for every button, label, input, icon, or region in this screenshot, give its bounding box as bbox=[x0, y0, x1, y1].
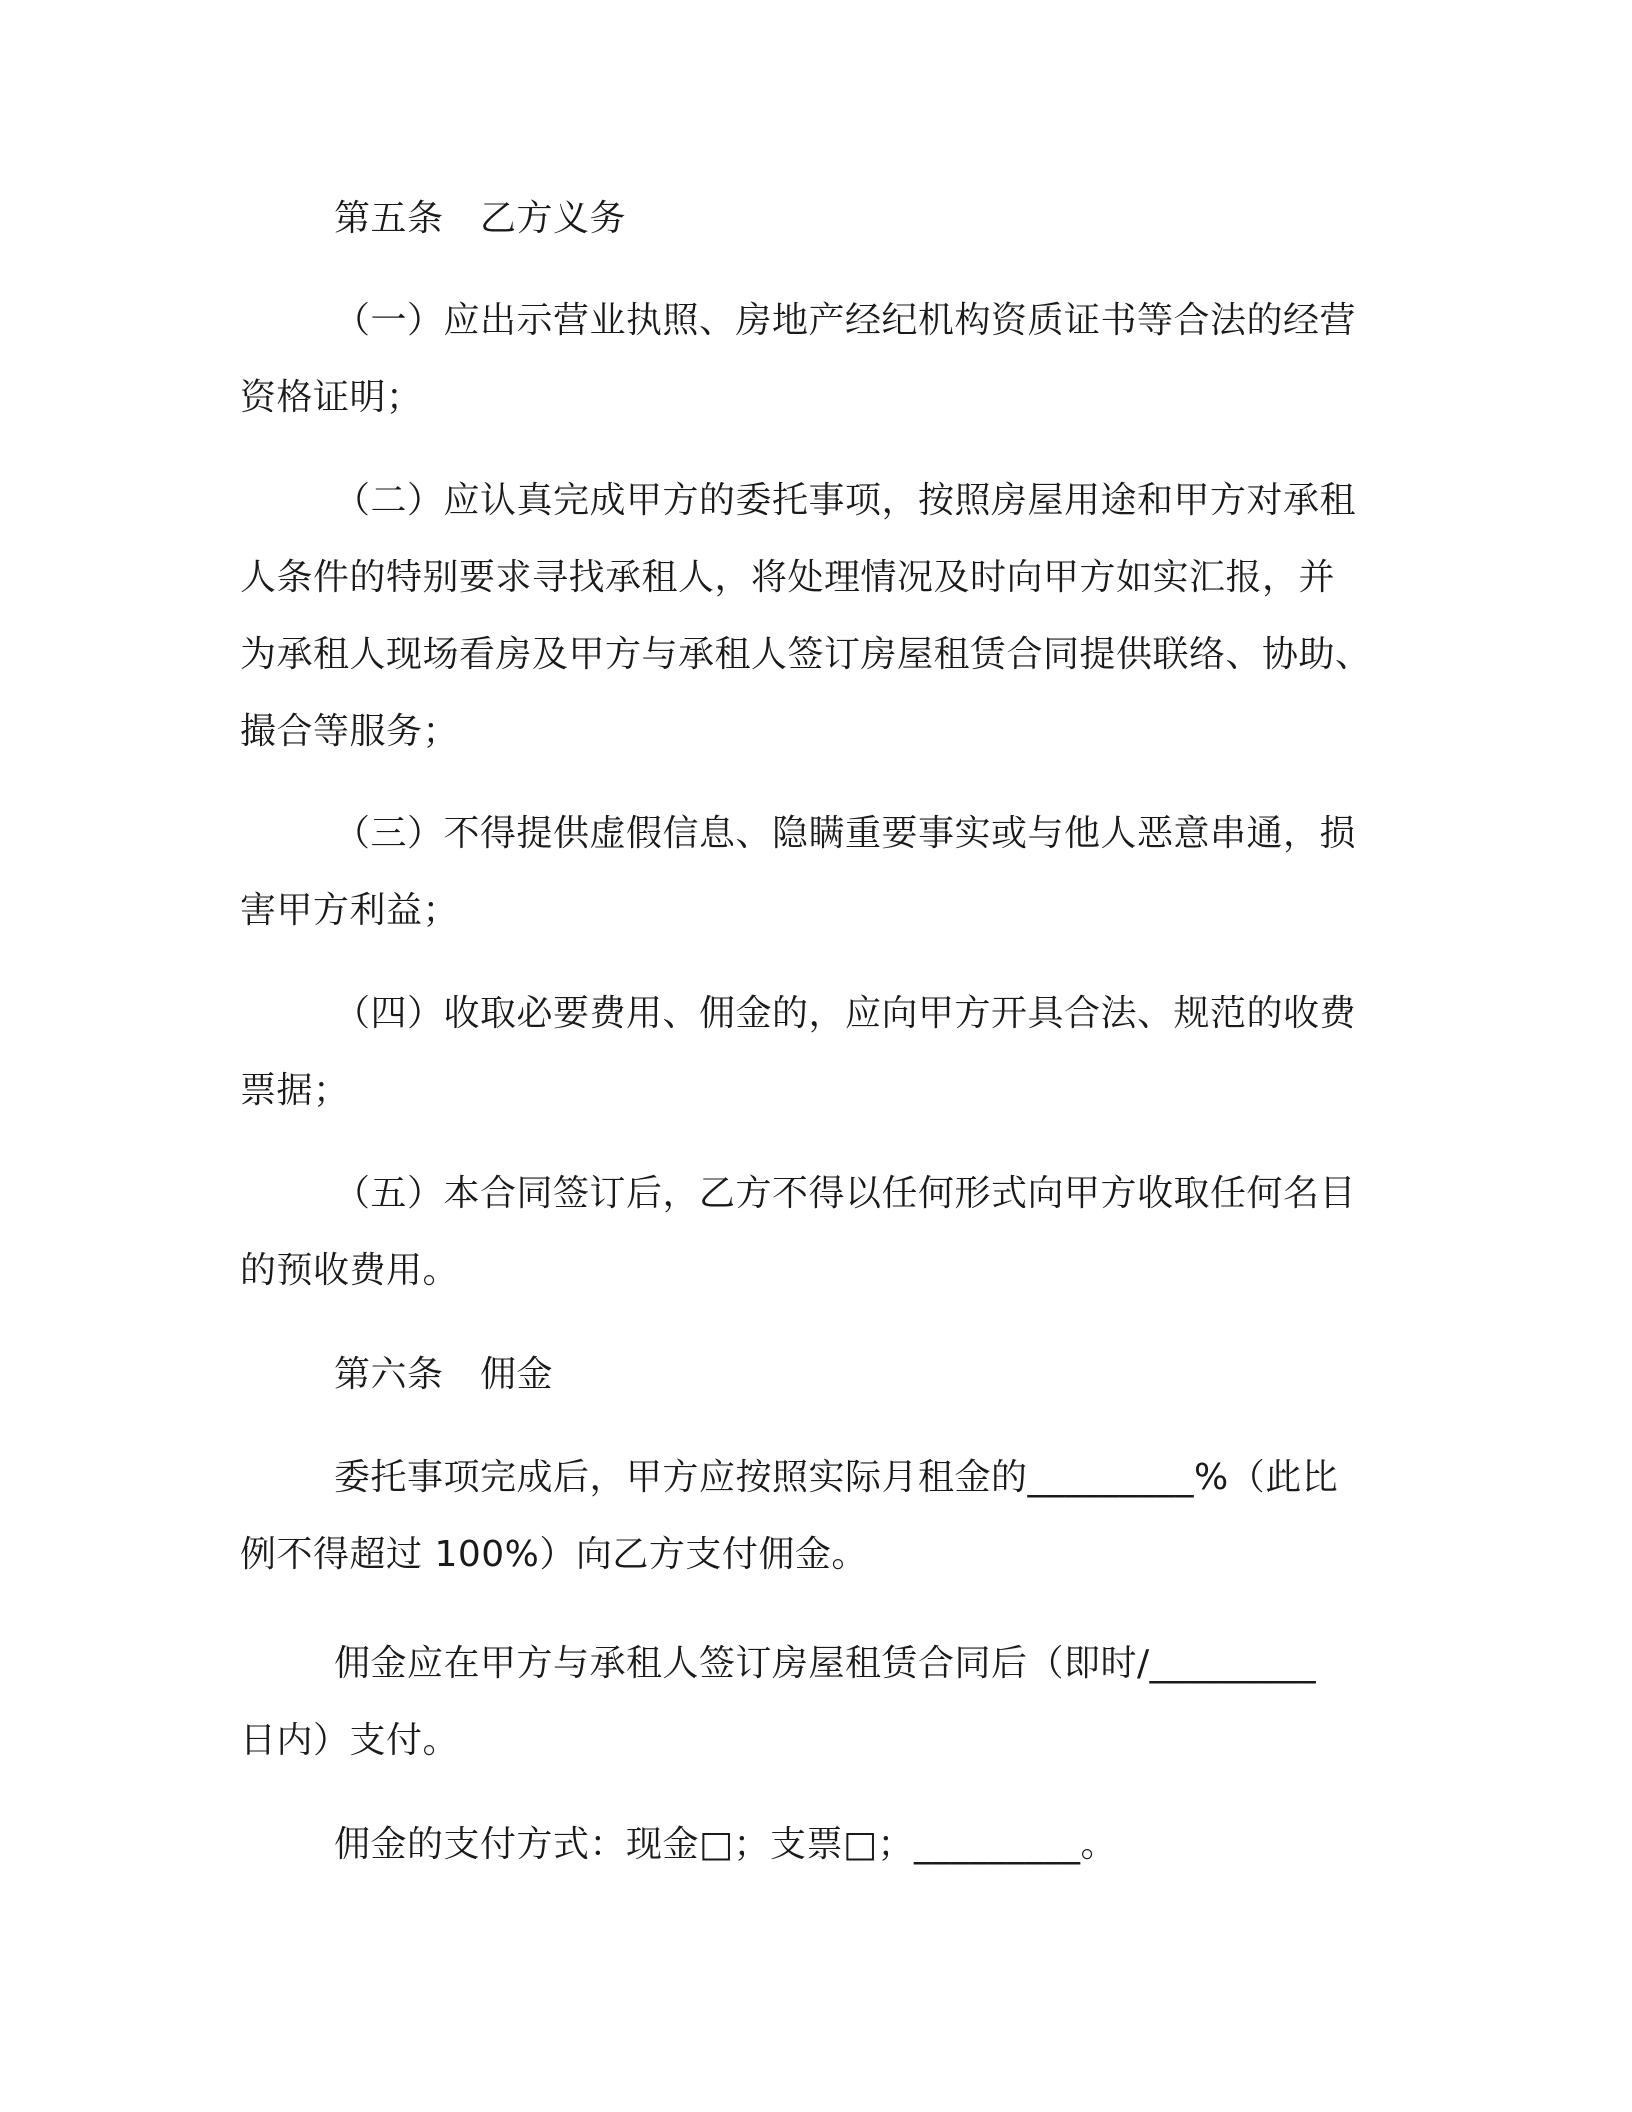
article-6-heading: 第六条 佣金 bbox=[334, 1354, 554, 1395]
article-6-paragraph-2 bbox=[240, 1625, 1380, 1779]
article-5-item-2 bbox=[240, 462, 1380, 770]
article-5-item-5 bbox=[240, 1155, 1380, 1309]
text-line: 害甲方利益； bbox=[240, 890, 460, 931]
text-line: 人条件的特别要求寻找承租人，将处理情况及时向甲方如实汇报，并 bbox=[240, 557, 1336, 598]
text-line: 例不得超过 100%）向乙方支付佣金。 bbox=[240, 1534, 868, 1575]
text-line: （三）不得提供虚假信息、隐瞒重要事实或与他人恶意串通，损 bbox=[334, 813, 1357, 854]
article-5-item-3 bbox=[240, 795, 1380, 949]
article-5-item-1 bbox=[240, 282, 1380, 436]
article-6-paragraph-1 bbox=[240, 1439, 1380, 1593]
article-5-heading: 第五条 乙方义务 bbox=[334, 198, 627, 239]
text-line: （五）本合同签订后，乙方不得以任何形式向甲方收取任何名目 bbox=[334, 1173, 1357, 1214]
text-line: 佣金应在甲方与承租人签订房屋租赁合同后（即时/_________ bbox=[334, 1643, 1317, 1684]
text-line: （一）应出示营业执照、房地产经纪机构资质证书等合法的经营 bbox=[334, 300, 1357, 341]
text-line: 资格证明； bbox=[240, 377, 423, 418]
text-line: 佣金的支付方式：现金□；支票□；_________。 bbox=[334, 1824, 1118, 1865]
text-line: 撮合等服务； bbox=[240, 711, 460, 752]
text-line: （二）应认真完成甲方的委托事项，按照房屋用途和甲方对承租 bbox=[334, 480, 1357, 521]
text-line: 的预收费用。 bbox=[240, 1250, 460, 1291]
text-line: 票据； bbox=[240, 1070, 350, 1111]
article-6-paragraph-3 bbox=[240, 1806, 1380, 1883]
text-line: 委托事项完成后，甲方应按照实际月租金的_________%（此比 bbox=[334, 1457, 1339, 1498]
text-line: （四）收取必要费用、佣金的，应向甲方开具合法、规范的收费 bbox=[334, 993, 1357, 1034]
article-5-item-4 bbox=[240, 975, 1380, 1129]
text-line: 为承租人现场看房及甲方与承租人签订房屋租赁合同提供联络、协助、 bbox=[240, 634, 1372, 675]
text-line: 日内）支付。 bbox=[240, 1720, 460, 1761]
